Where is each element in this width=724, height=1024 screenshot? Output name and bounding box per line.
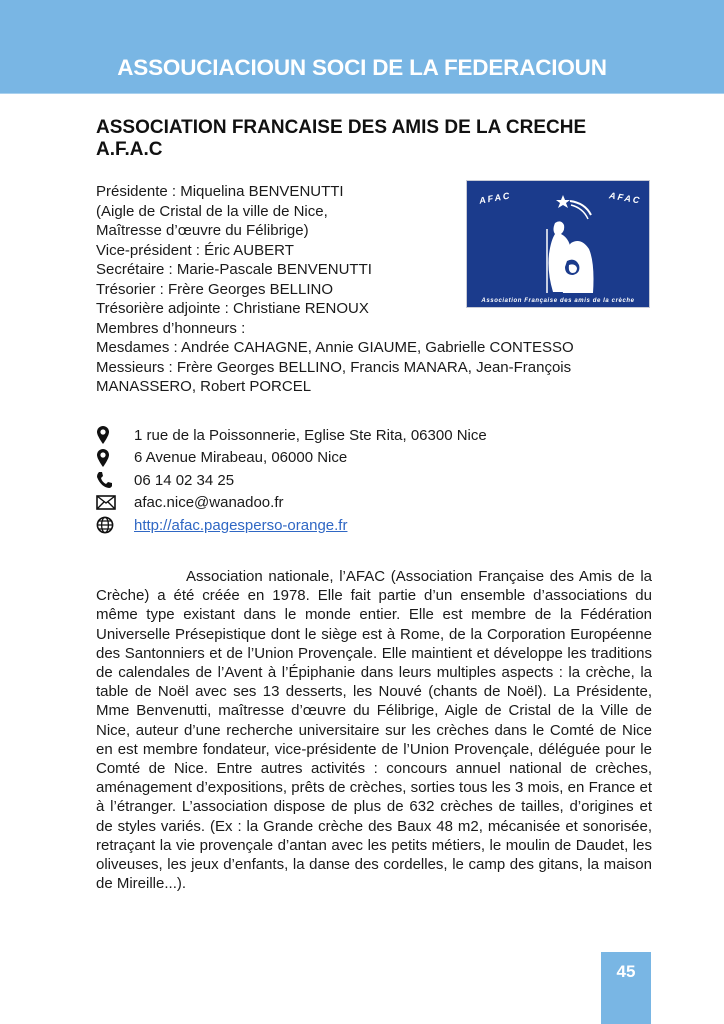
officer-line: Secrétaire : Marie-Pascale BENVENUTTI (96, 261, 372, 278)
association-title (96, 117, 656, 161)
globe-icon (96, 515, 134, 535)
honorary-members-line: Mesdames : Andrée CAHAGNE, Annie GIAUME, Gabrielle CONTESSO (96, 339, 574, 356)
logo-text-right: AFAC (607, 190, 642, 206)
address-text: 1 rue de la Poissonnerie, Eglise Ste Rita, 06300 Nice (134, 426, 487, 444)
star-trail (570, 201, 591, 215)
section-header-band (0, 0, 724, 94)
page-number-tab (601, 952, 651, 1024)
map-pin-icon (96, 448, 134, 468)
contact-phone (96, 469, 656, 492)
envelope-icon (96, 493, 134, 513)
honorary-members-label: Membres d’honneurs : (96, 319, 246, 337)
logo-caption: Association Française des amis de la crèche (481, 298, 635, 304)
officer-line: (Aigle de Cristal de la ville de Nice, (96, 202, 328, 220)
email-address[interactable]: afac.nice@wanadoo.fr (134, 494, 284, 512)
website-link[interactable]: http://afac.pagesperso-orange.fr (134, 516, 348, 534)
officer-line: Maîtresse d’œuvre du Félibrige) (96, 222, 309, 239)
description-paragraph: Association nationale, l’AFAC (Association Française des Amis de la Crèche) a été créée en 1978. Elle fait partie d’un ensemble d’associations du même type existant dans le monde entier. Elle est membre de la Fédération Universelle Présepistique dont le siège est à Rome, de la Corporation Européenne des Santonniers et de l’Union Provençale. Elle maintient et développe les traditions de calendales de l’Avent à l’Épiphanie dans leurs multiples aspects : la crèche, la table de Noël avec ses 13 desserts, les Nouvé (chants de Noël). La Présidente, Mme Benvenutti, maîtresse d’œuvre du Félibrige, Aigle de Cristal de la Ville de Nice, auteur d’une recherche universitaire sur les crèches dans le Comté de Nice en est membre fondateur, vice-présidente de l’Union Provençale, déléguée pour le Comté de Nice. Entre autres activités : concours annuel national de crèches, aménagement d’expositions, prêts de crèches, sorties tous les 3 mois, en France et à l’étranger. L’association dispose de plus de 632 crèches de tailles, d’origines et de styles variés. (Ex : la Grande crèche des Baux 48 m2, mécanisée et sonorisée, retraçant la vie provençale d’antan avec les petits métiers, le moulin de Daudet, les oliveuses, les jeux d’enfants, la danse des cordelles, le camp des gitans, la maison de Mireille...). (96, 568, 652, 893)
officer-line: Trésorier : Frère Georges BELLINO (96, 280, 334, 298)
association-title-line2: A.F.A.C (96, 139, 163, 160)
honorary-members-line: MANASSERO, Robert PORCEL (96, 378, 312, 395)
officer-line: Vice-président : Éric AUBERT (96, 241, 294, 259)
contact-website (96, 514, 656, 537)
address-text: 6 Avenue Mirabeau, 06000 Nice (134, 449, 348, 467)
section-title: ASSOUCIACIOUN SOCI DE LA FEDERACIOUN (117, 55, 607, 80)
officer-line: Trésorière adjointe : Christiane RENOUX (96, 300, 369, 317)
phone-number: 06 14 02 34 25 (134, 471, 235, 489)
association-title-line1: ASSOCIATION FRANCAISE DES AMIS DE LA CRECHE (96, 117, 587, 138)
contact-email (96, 492, 656, 515)
honorary-members-line: Messieurs : Frère Georges BELLINO, Francis MANARA, Jean-François (96, 358, 572, 376)
officer-line: Présidente : Miquelina BENVENUTTI (96, 183, 344, 200)
map-pin-icon (96, 425, 134, 445)
contact-address-2 (96, 447, 656, 470)
page-number: 45 (616, 962, 636, 981)
contact-address-1 (96, 424, 656, 447)
phone-icon (96, 470, 134, 490)
afac-logo (466, 180, 650, 308)
logo-text-left: AFAC (478, 190, 513, 206)
star-icon (556, 195, 570, 208)
contact-list (96, 424, 656, 537)
